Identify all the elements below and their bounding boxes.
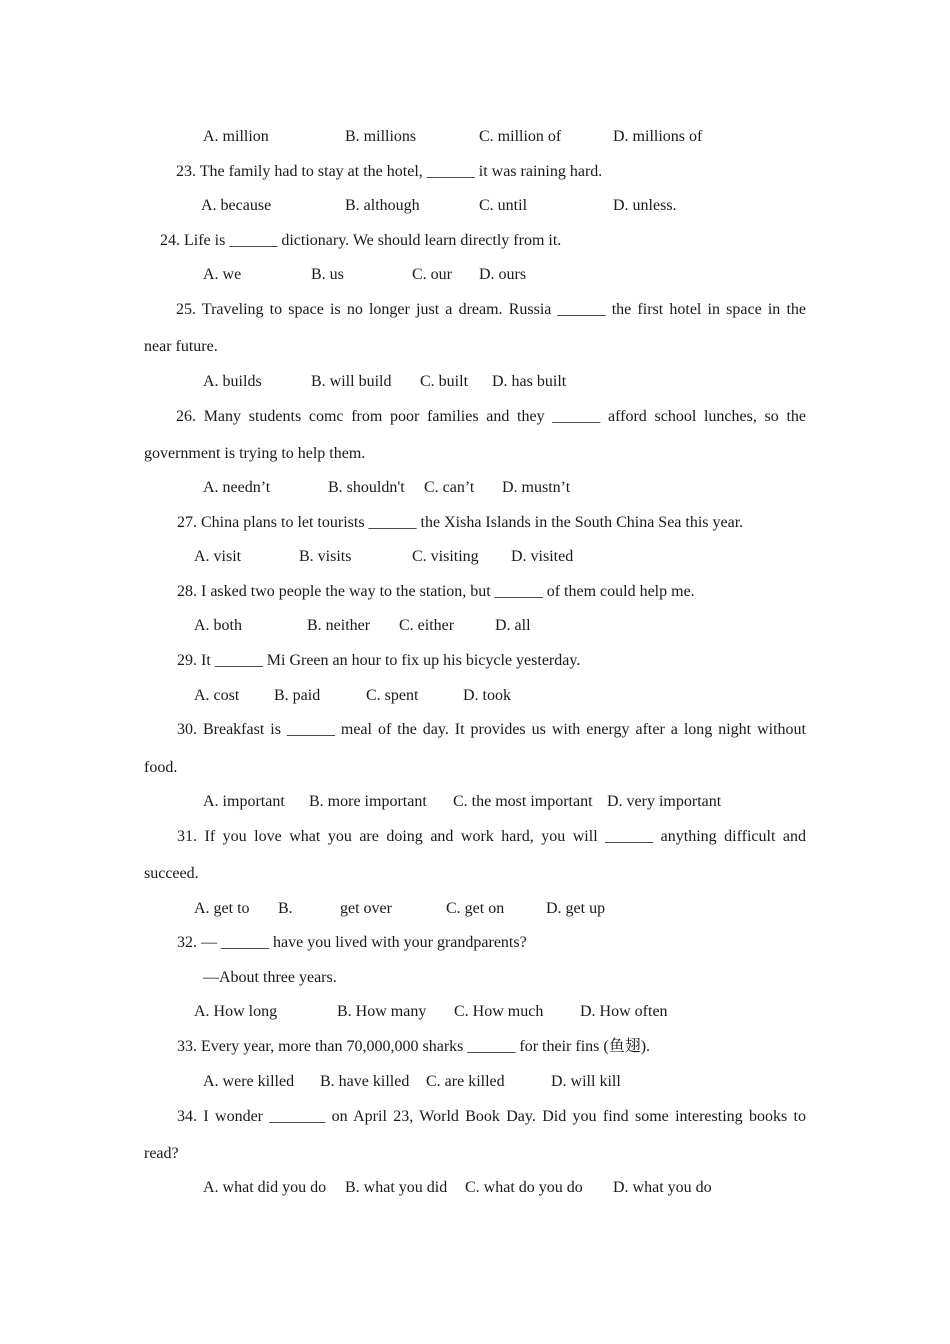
q31-option-a: A. get to xyxy=(194,900,250,917)
q26-option-a: A. needn’t xyxy=(203,479,271,496)
q29-option-a: A. cost xyxy=(194,687,240,704)
q33-option-a: A. were killed xyxy=(203,1073,295,1090)
q26-question-line1: 26. Many students comc from poor families and they ______ afford school lunches, so the xyxy=(176,408,806,425)
q23-option-a: A. because xyxy=(201,197,272,214)
q30-option-a: A. important xyxy=(203,793,285,810)
q27-option-a: A. visit xyxy=(194,548,242,565)
q29-option-d: D. took xyxy=(463,687,511,704)
q25-option-a: A. builds xyxy=(203,373,262,390)
q28-option-d: D. all xyxy=(495,617,531,634)
q31-question-line1: 31. If you love what you are doing and work hard, you will ______ anything difficult and xyxy=(177,828,806,845)
q29-option-c: C. spent xyxy=(366,687,419,704)
q31-option-d: D. get up xyxy=(546,900,606,917)
q22-option-a: A. million xyxy=(203,128,269,145)
q30-question-line1: 30. Breakfast is ______ meal of the day. It provides us with energy after a long night without xyxy=(177,721,806,738)
q30-option-d: D. very important xyxy=(607,793,722,810)
q31-question-line2: succeed. xyxy=(144,865,199,882)
q26-question-line2: government is trying to help them. xyxy=(144,445,366,462)
q23-option-d: D. unless. xyxy=(613,197,677,214)
q24-option-b: B. us xyxy=(311,266,344,283)
q28-option-b: B. neither xyxy=(307,617,371,634)
q34-option-b: B. what you did xyxy=(345,1179,448,1196)
q25-question-line1: 25. Traveling to space is no longer just a dream. Russia ______ the first hotel in space in the xyxy=(176,301,806,318)
q34-option-d: D. what you do xyxy=(613,1179,712,1196)
q28-question: 28. I asked two people the way to the station, but ______ of them could help me. xyxy=(177,583,695,600)
q25-question-line2: near future. xyxy=(144,338,218,355)
q22-option-b: B. millions xyxy=(345,128,417,145)
q33-option-b: B. have killed xyxy=(320,1073,410,1090)
q34-question-line1: 34. I wonder _______ on April 23, World Book Day. Did you find some interesting books to xyxy=(177,1108,806,1125)
q31-option-b-letter: B. xyxy=(278,900,293,917)
q30-question-line2: food. xyxy=(144,759,178,776)
q33-option-d: D. will kill xyxy=(551,1073,621,1090)
q23-option-c: C. until xyxy=(479,197,528,214)
q34-question-line2: read? xyxy=(144,1145,179,1162)
q26-option-c: C. can’t xyxy=(424,479,475,496)
q32-option-a: A. How long xyxy=(194,1003,278,1020)
q25-option-b: B. will build xyxy=(311,373,392,390)
q33-option-c: C. are killed xyxy=(426,1073,505,1090)
q34-option-c: C. what do you do xyxy=(465,1179,583,1196)
q32-option-c: C. How much xyxy=(454,1003,544,1020)
q31-option-b-text: get over xyxy=(340,900,392,917)
q28-option-a: A. both xyxy=(194,617,242,634)
q32-question: 32. — ______ have you lived with your grandparents? xyxy=(177,934,527,951)
q27-option-d: D. visited xyxy=(511,548,574,565)
q34-option-a: A. what did you do xyxy=(203,1179,327,1196)
q30-option-b: B. more important xyxy=(309,793,427,810)
q24-option-a: A. we xyxy=(203,266,242,283)
q32-option-d: D. How often xyxy=(580,1003,668,1020)
q33-question: 33. Every year, more than 70,000,000 sharks ______ for their fins (鱼翅). xyxy=(177,1038,651,1055)
q23-option-b: B. although xyxy=(345,197,420,214)
q31-option-c: C. get on xyxy=(446,900,505,917)
q23-question: 23. The family had to stay at the hotel, ______ it was raining hard. xyxy=(176,163,603,180)
q22-option-d: D. millions of xyxy=(613,128,703,145)
q30-option-c: C. the most important xyxy=(453,793,593,810)
q32-reply: —About three years. xyxy=(203,969,337,986)
q26-option-d: D. mustn’t xyxy=(502,479,571,496)
q22-option-c: C. million of xyxy=(479,128,562,145)
q27-question: 27. China plans to let tourists ______ the Xisha Islands in the South China Sea this year. xyxy=(177,514,744,531)
q25-option-d: D. has built xyxy=(492,373,567,390)
q26-option-b: B. shouldn't xyxy=(328,479,405,496)
q27-option-c: C. visiting xyxy=(412,548,479,565)
q24-option-d: D. ours xyxy=(479,266,527,283)
q24-question: 24. Life is ______ dictionary. We should learn directly from it. xyxy=(160,232,562,249)
q27-option-b: B. visits xyxy=(299,548,352,565)
q25-option-c: C. built xyxy=(420,373,469,390)
q29-question: 29. It ______ Mi Green an hour to fix up his bicycle yesterday. xyxy=(177,652,581,669)
q29-option-b: B. paid xyxy=(274,687,321,704)
q24-option-c: C. our xyxy=(412,266,452,283)
q32-option-b: B. How many xyxy=(337,1003,427,1020)
q28-option-c: C. either xyxy=(399,617,455,634)
